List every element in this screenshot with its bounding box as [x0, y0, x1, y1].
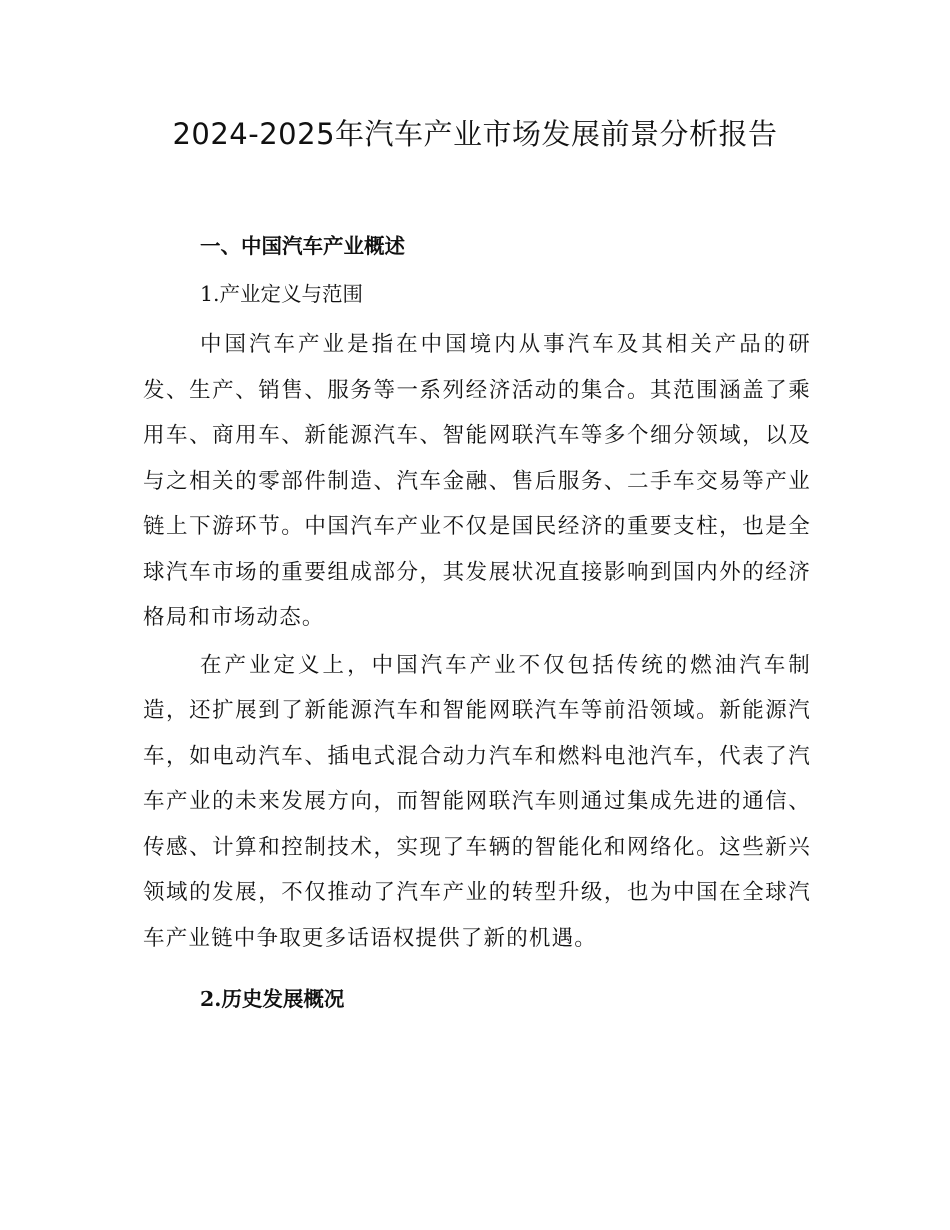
subsection-heading: 1.产业定义与范围 — [200, 282, 364, 306]
section-heading: 一、中国汽车产业概述 — [200, 234, 405, 258]
body-paragraph: 中国汽车产业是指在中国境内从事汽车及其相关产品的研发、生产、销售、服务等一系列经济活动的集合。其范围涵盖了乘用车、商用车、新能源汽车、智能网联汽车等多个细分领域，以及与之相关的零部件制造、汽车金融、售后服务、二手车交易等产业链上下游环节。中国汽车产业不仅是国民经济的重要支柱，也是全球汽车市场的重要组成部分，其发展状况直接影响到国内外的经济格局和市场动态。 — [143, 332, 811, 630]
body-paragraph: 在产业定义上，中国汽车产业不仅包括传统的燃油汽车制造，还扩展到了新能源汽车和智能网联汽车等前沿领域。新能源汽车，如电动汽车、插电式混合动力汽车和燃料电池汽车，代表了汽车产业的未来发展方向，而智能网联汽车则通过集成先进的通信、传感、计算和控制技术，实现了车辆的智能化和网络化。这些新兴领域的发展，不仅推动了汽车产业的转型升级，也为中国在全球汽车产业链中争取更多话语权提供了新的机遇。 — [143, 652, 811, 951]
subsection-heading: 2.历史发展概况 — [200, 987, 345, 1011]
document-body — [143, 226, 811, 1019]
document-title: 2024-2025年汽车产业市场发展前景分析报告 — [172, 117, 778, 151]
